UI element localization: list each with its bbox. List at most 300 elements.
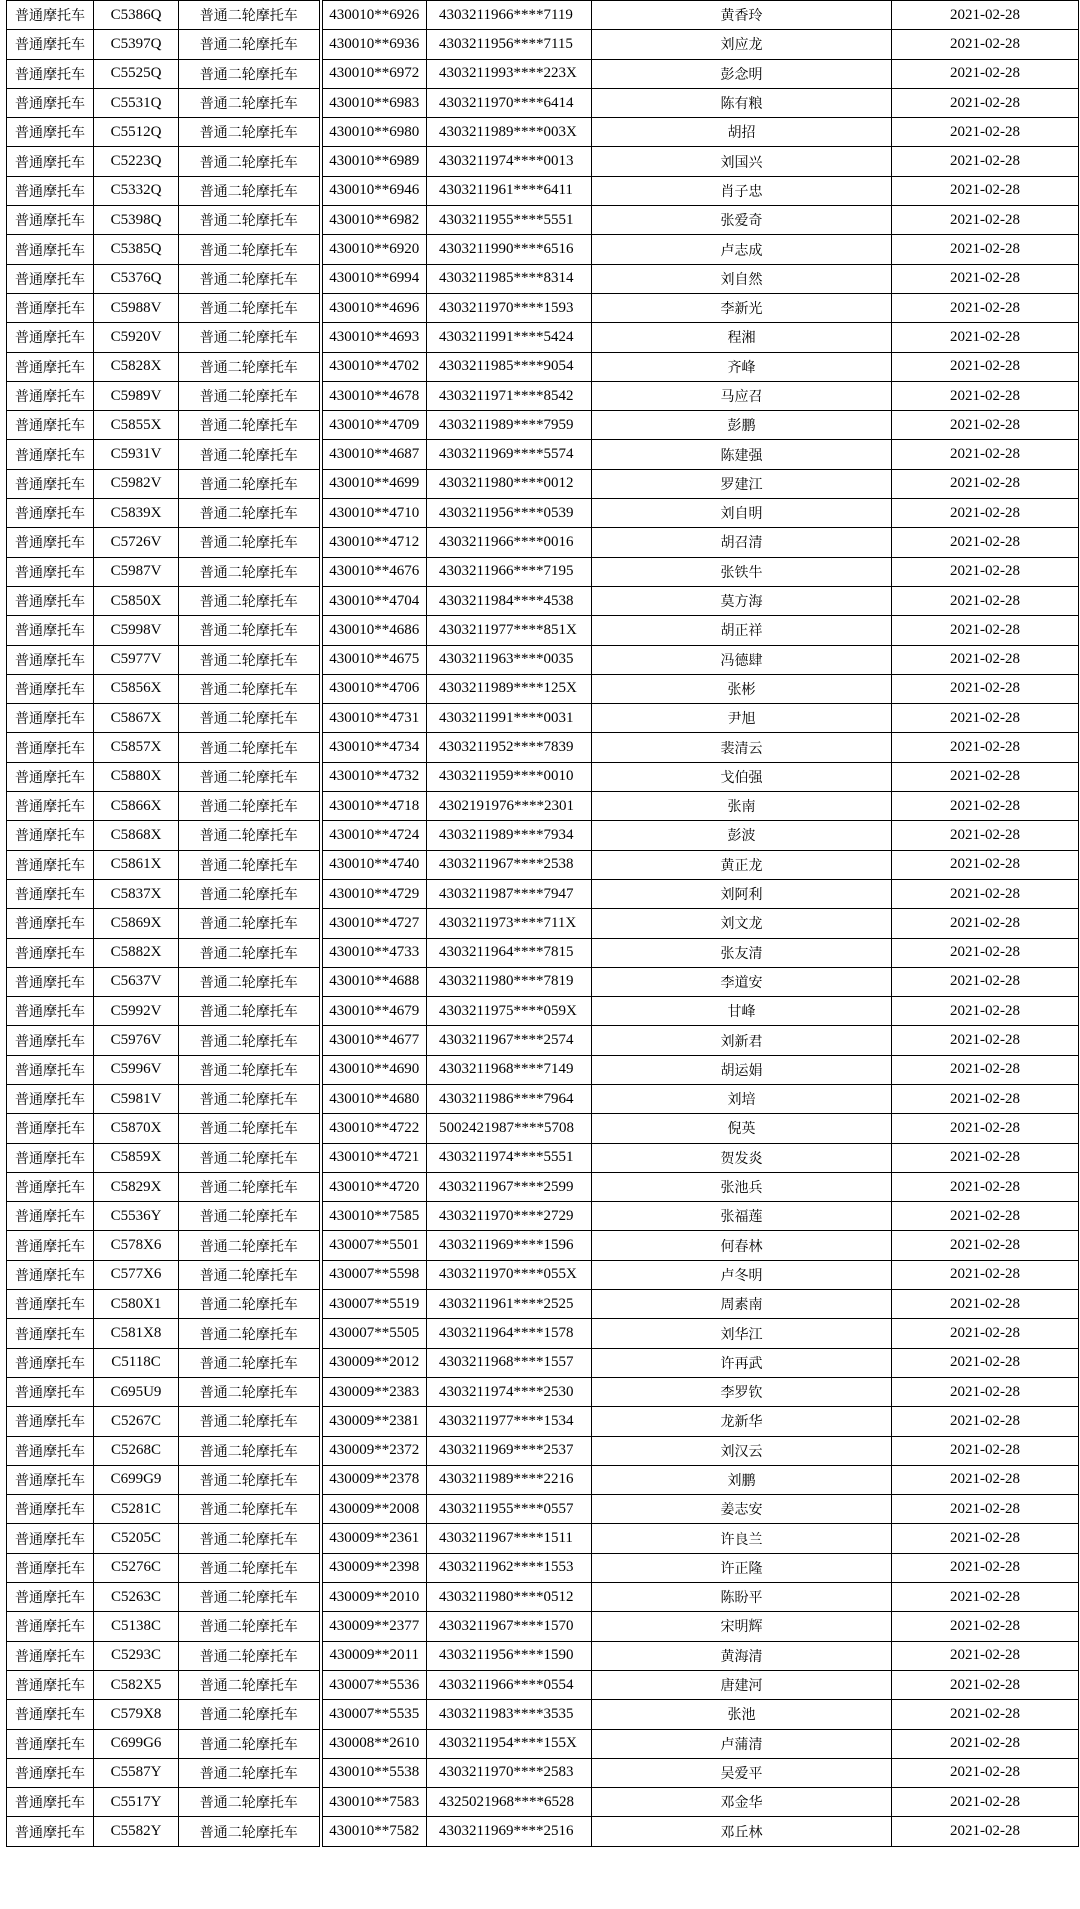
owner-name-cell: 张池兵	[592, 1172, 892, 1201]
owner-name-cell: 彭波	[592, 821, 892, 850]
certificate-number-cell: 430010**4676	[321, 557, 427, 586]
vehicle-type-cell: 普通摩托车	[7, 1055, 94, 1084]
id-number-cell: 4303211969****2537	[427, 1436, 592, 1465]
id-number-cell: 4303211969****2516	[427, 1817, 592, 1846]
owner-name-cell: 唐建河	[592, 1670, 892, 1699]
certificate-number-cell: 430009**2361	[321, 1524, 427, 1553]
certificate-number-cell: 430010**4687	[321, 440, 427, 469]
owner-name-cell: 莫方海	[592, 586, 892, 615]
plate-number-cell: C5525Q	[94, 59, 179, 88]
table-row	[7, 1172, 1079, 1201]
vehicle-kind-cell: 普通二轮摩托车	[179, 1319, 321, 1348]
owner-name-cell: 刘新君	[592, 1026, 892, 1055]
owner-name-cell: 刘华江	[592, 1319, 892, 1348]
vehicle-type-cell: 普通摩托车	[7, 616, 94, 645]
date-cell: 2021-02-28	[892, 352, 1079, 381]
table-row	[7, 1348, 1079, 1377]
plate-number-cell: C5987V	[94, 557, 179, 586]
vehicle-kind-cell: 普通二轮摩托车	[179, 381, 321, 410]
owner-name-cell: 卢蒲清	[592, 1729, 892, 1758]
vehicle-type-cell: 普通摩托车	[7, 1758, 94, 1787]
owner-name-cell: 许再武	[592, 1348, 892, 1377]
certificate-number-cell: 430009**2381	[321, 1407, 427, 1436]
table-row	[7, 1114, 1079, 1143]
plate-number-cell: C5982V	[94, 469, 179, 498]
owner-name-cell: 陈有粮	[592, 88, 892, 117]
vehicle-type-cell: 普通摩托车	[7, 206, 94, 235]
vehicle-kind-cell: 普通二轮摩托车	[179, 352, 321, 381]
vehicle-kind-cell: 普通二轮摩托车	[179, 1026, 321, 1055]
owner-name-cell: 邓金华	[592, 1788, 892, 1817]
id-number-cell: 4303211970****055X	[427, 1260, 592, 1289]
owner-name-cell: 马应召	[592, 381, 892, 410]
table-row	[7, 1084, 1079, 1113]
date-cell: 2021-02-28	[892, 1143, 1079, 1172]
owner-name-cell: 邓丘林	[592, 1817, 892, 1846]
table-row	[7, 264, 1079, 293]
table-row	[7, 59, 1079, 88]
id-number-cell: 4303211970****2729	[427, 1202, 592, 1231]
vehicle-type-cell: 普通摩托车	[7, 30, 94, 59]
certificate-number-cell: 430009**2012	[321, 1348, 427, 1377]
certificate-number-cell: 430010**4731	[321, 704, 427, 733]
owner-name-cell: 周素南	[592, 1290, 892, 1319]
id-number-cell: 4303211984****4538	[427, 586, 592, 615]
id-number-cell: 4303211989****125X	[427, 674, 592, 703]
owner-name-cell: 张福莲	[592, 1202, 892, 1231]
certificate-number-cell: 430010**6926	[321, 1, 427, 30]
id-number-cell: 4303211968****7149	[427, 1055, 592, 1084]
certificate-number-cell: 430010**7585	[321, 1202, 427, 1231]
owner-name-cell: 彭鹏	[592, 411, 892, 440]
owner-name-cell: 何春林	[592, 1231, 892, 1260]
certificate-number-cell: 430010**6989	[321, 147, 427, 176]
vehicle-kind-cell: 普通二轮摩托车	[179, 909, 321, 938]
vehicle-kind-cell: 普通二轮摩托车	[179, 1055, 321, 1084]
plate-number-cell: C582X5	[94, 1670, 179, 1699]
id-number-cell: 4303211966****7119	[427, 1, 592, 30]
id-number-cell: 4303211955****0557	[427, 1495, 592, 1524]
id-number-cell: 4303211989****7934	[427, 821, 592, 850]
owner-name-cell: 刘文龙	[592, 909, 892, 938]
id-number-cell: 4303211977****1534	[427, 1407, 592, 1436]
vehicle-type-cell: 普通摩托车	[7, 704, 94, 733]
owner-name-cell: 黄香玲	[592, 1, 892, 30]
date-cell: 2021-02-28	[892, 1172, 1079, 1201]
date-cell: 2021-02-28	[892, 997, 1079, 1026]
date-cell: 2021-02-28	[892, 499, 1079, 528]
date-cell: 2021-02-28	[892, 381, 1079, 410]
plate-number-cell: C5276C	[94, 1553, 179, 1582]
plate-number-cell: C5855X	[94, 411, 179, 440]
certificate-number-cell: 430010**7583	[321, 1788, 427, 1817]
plate-number-cell: C5536Y	[94, 1202, 179, 1231]
vehicle-kind-cell: 普通二轮摩托车	[179, 411, 321, 440]
id-number-cell: 4303211980****7819	[427, 967, 592, 996]
vehicle-kind-cell: 普通二轮摩托车	[179, 821, 321, 850]
vehicle-type-cell: 普通摩托车	[7, 645, 94, 674]
vehicle-kind-cell: 普通二轮摩托车	[179, 997, 321, 1026]
certificate-number-cell: 430010**4704	[321, 586, 427, 615]
plate-number-cell: C5976V	[94, 1026, 179, 1055]
owner-name-cell: 陈盼平	[592, 1583, 892, 1612]
vehicle-kind-cell: 普通二轮摩托车	[179, 1114, 321, 1143]
date-cell: 2021-02-28	[892, 1465, 1079, 1494]
vehicle-type-cell: 普通摩托车	[7, 1202, 94, 1231]
table-row	[7, 850, 1079, 879]
owner-name-cell: 陈建强	[592, 440, 892, 469]
vehicle-type-cell: 普通摩托车	[7, 1553, 94, 1582]
table-row	[7, 1553, 1079, 1582]
plate-number-cell: C5856X	[94, 674, 179, 703]
id-number-cell: 4302191976****2301	[427, 792, 592, 821]
date-cell: 2021-02-28	[892, 792, 1079, 821]
vehicle-kind-cell: 普通二轮摩托车	[179, 557, 321, 586]
plate-number-cell: C5837X	[94, 879, 179, 908]
vehicle-type-cell: 普通摩托车	[7, 674, 94, 703]
id-number-cell: 4303211954****155X	[427, 1729, 592, 1758]
vehicle-type-cell: 普通摩托车	[7, 293, 94, 322]
vehicle-type-cell: 普通摩托车	[7, 733, 94, 762]
owner-name-cell: 许良兰	[592, 1524, 892, 1553]
plate-number-cell: C5867X	[94, 704, 179, 733]
vehicle-type-cell: 普通摩托车	[7, 1436, 94, 1465]
vehicle-kind-cell: 普通二轮摩托车	[179, 1260, 321, 1289]
certificate-number-cell: 430010**4720	[321, 1172, 427, 1201]
id-number-cell: 4303211967****2538	[427, 850, 592, 879]
table-row	[7, 821, 1079, 850]
owner-name-cell: 张南	[592, 792, 892, 821]
table-row	[7, 1319, 1079, 1348]
table-row	[7, 1788, 1079, 1817]
vehicle-kind-cell: 普通二轮摩托车	[179, 938, 321, 967]
id-number-cell: 4303211980****0012	[427, 469, 592, 498]
date-cell: 2021-02-28	[892, 762, 1079, 791]
table-row	[7, 967, 1079, 996]
vehicle-type-cell: 普通摩托车	[7, 909, 94, 938]
table-row	[7, 586, 1079, 615]
date-cell: 2021-02-28	[892, 1290, 1079, 1319]
certificate-number-cell: 430010**4734	[321, 733, 427, 762]
plate-number-cell: C5988V	[94, 293, 179, 322]
vehicle-kind-cell: 普通二轮摩托车	[179, 59, 321, 88]
id-number-cell: 4303211967****2574	[427, 1026, 592, 1055]
certificate-number-cell: 430007**5536	[321, 1670, 427, 1699]
owner-name-cell: 刘自然	[592, 264, 892, 293]
certificate-number-cell: 430007**5505	[321, 1319, 427, 1348]
id-number-cell: 4303211964****7815	[427, 938, 592, 967]
vehicle-kind-cell: 普通二轮摩托车	[179, 1348, 321, 1377]
certificate-number-cell: 430010**4729	[321, 879, 427, 908]
vehicle-kind-cell: 普通二轮摩托车	[179, 1231, 321, 1260]
certificate-number-cell: 430010**4722	[321, 1114, 427, 1143]
vehicle-type-cell: 普通摩托车	[7, 1290, 94, 1319]
vehicle-kind-cell: 普通二轮摩托车	[179, 264, 321, 293]
table-body	[7, 1, 1079, 1847]
table-row	[7, 499, 1079, 528]
vehicle-type-cell: 普通摩托车	[7, 938, 94, 967]
table-row	[7, 938, 1079, 967]
record-sheet	[6, 0, 1078, 1847]
certificate-number-cell: 430009**2377	[321, 1612, 427, 1641]
owner-name-cell: 张池	[592, 1700, 892, 1729]
date-cell: 2021-02-28	[892, 1670, 1079, 1699]
plate-number-cell: C5861X	[94, 850, 179, 879]
certificate-number-cell: 430010**6982	[321, 206, 427, 235]
owner-name-cell: 张彬	[592, 674, 892, 703]
owner-name-cell: 肖子忠	[592, 176, 892, 205]
plate-number-cell: C5857X	[94, 733, 179, 762]
certificate-number-cell: 430009**2011	[321, 1641, 427, 1670]
id-number-cell: 4303211986****7964	[427, 1084, 592, 1113]
certificate-number-cell: 430010**4679	[321, 997, 427, 1026]
id-number-cell: 4303211966****0016	[427, 528, 592, 557]
owner-name-cell: 刘汉云	[592, 1436, 892, 1465]
plate-number-cell: C5118C	[94, 1348, 179, 1377]
vehicle-kind-cell: 普通二轮摩托车	[179, 616, 321, 645]
id-number-cell: 4303211980****0512	[427, 1583, 592, 1612]
table-row	[7, 645, 1079, 674]
vehicle-kind-cell: 普通二轮摩托车	[179, 206, 321, 235]
plate-number-cell: C5531Q	[94, 88, 179, 117]
vehicle-type-cell: 普通摩托车	[7, 557, 94, 586]
date-cell: 2021-02-28	[892, 293, 1079, 322]
id-number-cell: 4303211970****6414	[427, 88, 592, 117]
date-cell: 2021-02-28	[892, 1407, 1079, 1436]
date-cell: 2021-02-28	[892, 411, 1079, 440]
vehicle-kind-cell: 普通二轮摩托车	[179, 1524, 321, 1553]
owner-name-cell: 卢志成	[592, 235, 892, 264]
id-number-cell: 4303211989****003X	[427, 118, 592, 147]
vehicle-kind-cell: 普通二轮摩托车	[179, 1788, 321, 1817]
vehicle-kind-cell: 普通二轮摩托车	[179, 792, 321, 821]
date-cell: 2021-02-28	[892, 323, 1079, 352]
table-row	[7, 235, 1079, 264]
vehicle-kind-cell: 普通二轮摩托车	[179, 1641, 321, 1670]
table-row	[7, 1495, 1079, 1524]
vehicle-type-cell: 普通摩托车	[7, 1641, 94, 1670]
vehicle-type-cell: 普通摩托车	[7, 469, 94, 498]
plate-number-cell: C5828X	[94, 352, 179, 381]
table-row	[7, 1524, 1079, 1553]
vehicle-kind-cell: 普通二轮摩托车	[179, 293, 321, 322]
date-cell: 2021-02-28	[892, 469, 1079, 498]
vehicle-kind-cell: 普通二轮摩托车	[179, 1, 321, 30]
id-number-cell: 4303211967****2599	[427, 1172, 592, 1201]
vehicle-kind-cell: 普通二轮摩托车	[179, 1377, 321, 1406]
certificate-number-cell: 430009**2398	[321, 1553, 427, 1582]
id-number-cell: 4303211966****0554	[427, 1670, 592, 1699]
table-row	[7, 118, 1079, 147]
id-number-cell: 4303211989****7959	[427, 411, 592, 440]
vehicle-kind-cell: 普通二轮摩托车	[179, 499, 321, 528]
table-row	[7, 147, 1079, 176]
vehicle-type-cell: 普通摩托车	[7, 967, 94, 996]
vehicle-kind-cell: 普通二轮摩托车	[179, 1407, 321, 1436]
plate-number-cell: C5920V	[94, 323, 179, 352]
table-row	[7, 1407, 1079, 1436]
date-cell: 2021-02-28	[892, 704, 1079, 733]
owner-name-cell: 刘阿利	[592, 879, 892, 908]
plate-number-cell: C5870X	[94, 1114, 179, 1143]
owner-name-cell: 刘应龙	[592, 30, 892, 59]
plate-number-cell: C695U9	[94, 1377, 179, 1406]
owner-name-cell: 刘国兴	[592, 147, 892, 176]
table-row	[7, 1758, 1079, 1787]
plate-number-cell: C5869X	[94, 909, 179, 938]
vehicle-type-cell: 普通摩托车	[7, 1788, 94, 1817]
vehicle-type-cell: 普通摩托车	[7, 1583, 94, 1612]
date-cell: 2021-02-28	[892, 1495, 1079, 1524]
vehicle-type-cell: 普通摩托车	[7, 1348, 94, 1377]
table-row	[7, 879, 1079, 908]
certificate-number-cell: 430010**4699	[321, 469, 427, 498]
plate-number-cell: C5293C	[94, 1641, 179, 1670]
vehicle-type-cell: 普通摩托车	[7, 352, 94, 381]
certificate-number-cell: 430010**4678	[321, 381, 427, 410]
vehicle-kind-cell: 普通二轮摩托车	[179, 1817, 321, 1846]
plate-number-cell: C578X6	[94, 1231, 179, 1260]
plate-number-cell: C5992V	[94, 997, 179, 1026]
certificate-number-cell: 430009**2372	[321, 1436, 427, 1465]
date-cell: 2021-02-28	[892, 557, 1079, 586]
owner-name-cell: 李道安	[592, 967, 892, 996]
date-cell: 2021-02-28	[892, 1114, 1079, 1143]
table-row	[7, 381, 1079, 410]
date-cell: 2021-02-28	[892, 1817, 1079, 1846]
vehicle-kind-cell: 普通二轮摩托车	[179, 440, 321, 469]
certificate-number-cell: 430010**4718	[321, 792, 427, 821]
vehicle-type-cell: 普通摩托车	[7, 147, 94, 176]
id-number-cell: 4303211977****851X	[427, 616, 592, 645]
vehicle-kind-cell: 普通二轮摩托车	[179, 1729, 321, 1758]
date-cell: 2021-02-28	[892, 1583, 1079, 1612]
date-cell: 2021-02-28	[892, 850, 1079, 879]
date-cell: 2021-02-28	[892, 1612, 1079, 1641]
plate-number-cell: C5397Q	[94, 30, 179, 59]
table-row	[7, 411, 1079, 440]
vehicle-type-cell: 普通摩托车	[7, 1817, 94, 1846]
owner-name-cell: 胡招	[592, 118, 892, 147]
table-row	[7, 30, 1079, 59]
table-row	[7, 792, 1079, 821]
table-row	[7, 1612, 1079, 1641]
plate-number-cell: C5223Q	[94, 147, 179, 176]
id-number-cell: 4303211964****1578	[427, 1319, 592, 1348]
owner-name-cell: 戈伯强	[592, 762, 892, 791]
date-cell: 2021-02-28	[892, 1231, 1079, 1260]
owner-name-cell: 胡正祥	[592, 616, 892, 645]
vehicle-kind-cell: 普通二轮摩托车	[179, 967, 321, 996]
vehicle-kind-cell: 普通二轮摩托车	[179, 1465, 321, 1494]
id-number-cell: 4303211952****7839	[427, 733, 592, 762]
id-number-cell: 4303211991****5424	[427, 323, 592, 352]
certificate-number-cell: 430010**4706	[321, 674, 427, 703]
date-cell: 2021-02-28	[892, 59, 1079, 88]
plate-number-cell: C5859X	[94, 1143, 179, 1172]
owner-name-cell: 贺发炎	[592, 1143, 892, 1172]
plate-number-cell: C5882X	[94, 938, 179, 967]
id-number-cell: 5002421987****5708	[427, 1114, 592, 1143]
plate-number-cell: C5512Q	[94, 118, 179, 147]
date-cell: 2021-02-28	[892, 1758, 1079, 1787]
table-row	[7, 469, 1079, 498]
plate-number-cell: C5268C	[94, 1436, 179, 1465]
id-number-cell: 4303211985****8314	[427, 264, 592, 293]
id-number-cell: 4303211961****2525	[427, 1290, 592, 1319]
certificate-number-cell: 430010**4721	[321, 1143, 427, 1172]
plate-number-cell: C5398Q	[94, 206, 179, 235]
vehicle-kind-cell: 普通二轮摩托车	[179, 733, 321, 762]
owner-name-cell: 李新光	[592, 293, 892, 322]
date-cell: 2021-02-28	[892, 645, 1079, 674]
table-row	[7, 997, 1079, 1026]
vehicle-type-cell: 普通摩托车	[7, 1377, 94, 1406]
plate-number-cell: C5376Q	[94, 264, 179, 293]
owner-name-cell: 刘鹏	[592, 1465, 892, 1494]
vehicle-kind-cell: 普通二轮摩托车	[179, 1084, 321, 1113]
id-number-cell: 4303211983****3535	[427, 1700, 592, 1729]
table-row	[7, 1202, 1079, 1231]
plate-number-cell: C580X1	[94, 1290, 179, 1319]
date-cell: 2021-02-28	[892, 440, 1079, 469]
certificate-number-cell: 430010**6994	[321, 264, 427, 293]
certificate-number-cell: 430010**6983	[321, 88, 427, 117]
table-row	[7, 1231, 1079, 1260]
date-cell: 2021-02-28	[892, 1700, 1079, 1729]
owner-name-cell: 裴清云	[592, 733, 892, 762]
vehicle-kind-cell: 普通二轮摩托车	[179, 762, 321, 791]
id-number-cell: 4303211975****059X	[427, 997, 592, 1026]
owner-name-cell: 程湘	[592, 323, 892, 352]
date-cell: 2021-02-28	[892, 118, 1079, 147]
plate-number-cell: C5981V	[94, 1084, 179, 1113]
certificate-number-cell: 430007**5598	[321, 1260, 427, 1289]
owner-name-cell: 宋明辉	[592, 1612, 892, 1641]
vehicle-type-cell: 普通摩托车	[7, 1465, 94, 1494]
date-cell: 2021-02-28	[892, 1055, 1079, 1084]
table-row	[7, 1377, 1079, 1406]
owner-name-cell: 张爱奇	[592, 206, 892, 235]
certificate-number-cell: 430010**5538	[321, 1758, 427, 1787]
owner-name-cell: 许正隆	[592, 1553, 892, 1582]
table-row	[7, 528, 1079, 557]
plate-number-cell: C5517Y	[94, 1788, 179, 1817]
id-number-cell: 4303211962****1553	[427, 1553, 592, 1582]
certificate-number-cell: 430010**6936	[321, 30, 427, 59]
id-number-cell: 4303211990****6516	[427, 235, 592, 264]
plate-number-cell: C5587Y	[94, 1758, 179, 1787]
plate-number-cell: C5637V	[94, 967, 179, 996]
plate-number-cell: C5263C	[94, 1583, 179, 1612]
owner-name-cell: 黄正龙	[592, 850, 892, 879]
plate-number-cell: C581X8	[94, 1319, 179, 1348]
table-row	[7, 206, 1079, 235]
plate-number-cell: C5839X	[94, 499, 179, 528]
certificate-number-cell: 430010**7582	[321, 1817, 427, 1846]
plate-number-cell: C579X8	[94, 1700, 179, 1729]
vehicle-kind-cell: 普通二轮摩托车	[179, 147, 321, 176]
vehicle-type-cell: 普通摩托车	[7, 586, 94, 615]
vehicle-kind-cell: 普通二轮摩托车	[179, 1202, 321, 1231]
plate-number-cell: C5880X	[94, 762, 179, 791]
owner-name-cell: 张铁牛	[592, 557, 892, 586]
vehicle-kind-cell: 普通二轮摩托车	[179, 176, 321, 205]
vehicle-kind-cell: 普通二轮摩托车	[179, 850, 321, 879]
table-row	[7, 1700, 1079, 1729]
table-row	[7, 762, 1079, 791]
vehicle-type-cell: 普通摩托车	[7, 1231, 94, 1260]
